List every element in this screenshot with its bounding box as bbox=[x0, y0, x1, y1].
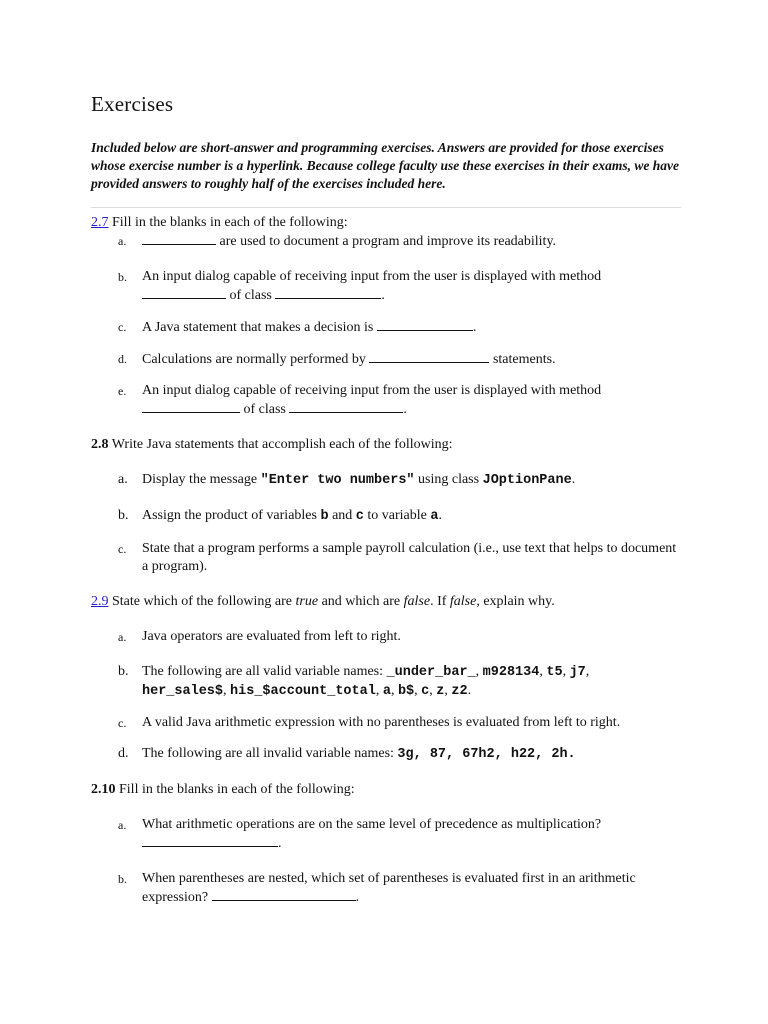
question-2-9-items bbox=[91, 628, 681, 764]
question-2-8-item-b: b. Assign the product of variables b and c to variable a. bbox=[118, 508, 442, 524]
question-2-9-item-d: d. The following are all invalid variable names: 3g, 87, 67h2, h22, 2h. bbox=[118, 746, 576, 762]
question-2-7-item-c: c. A Java statement that makes a decision is . bbox=[118, 320, 477, 335]
question-2-7: 2.7 Fill in the blanks in each of the following: bbox=[91, 215, 348, 230]
answer-blank bbox=[142, 834, 278, 847]
question-2-9-item-b: b. The following are all valid variable names: _under_bar_, m928134, t5, j7, her_sales$, his_$account_total, a, b$, c, z, z2. bbox=[118, 664, 590, 699]
page-title: Exercises bbox=[91, 92, 174, 116]
question-2-7-item-d: d. Calculations are normally performed by statements. bbox=[118, 352, 556, 367]
answer-blank bbox=[142, 232, 216, 245]
answer-blank bbox=[369, 350, 489, 363]
answer-blank bbox=[142, 400, 240, 413]
question-2-8: 2.8 Write Java statements that accomplish each of the following: bbox=[91, 437, 453, 452]
answer-blank bbox=[142, 286, 226, 299]
divider bbox=[91, 207, 681, 208]
answer-blank bbox=[289, 400, 403, 413]
question-2-8-items bbox=[91, 471, 681, 576]
intro-paragraph: Included below are short-answer and programming exercises. Answers are provided for those exercises whose exercise number is a hyperlink. Because college faculty use these exercises in their exams, we have provided answers to roughly half of the exercises included here. bbox=[91, 140, 679, 191]
question-2-8-item-c: c. State that a program performs a sample payroll calculation (i.e., use text that helps to document a program). bbox=[118, 541, 677, 574]
question-2-10-item-b: b. When parentheses are nested, which set of parentheses is evaluated first in an arithmetic expression? . bbox=[118, 871, 636, 905]
question-2-10-items bbox=[91, 816, 681, 907]
question-2-7-link[interactable]: 2.7 bbox=[91, 215, 109, 230]
question-2-9-item-a: a. Java operators are evaluated from left to right. bbox=[118, 629, 401, 644]
answer-blank bbox=[212, 888, 356, 901]
question-2-8-item-a: a. Display the message "Enter two numbers" using class JOptionPane. bbox=[118, 472, 576, 488]
question-2-10-item-a: a. What arithmetic operations are on the same level of precedence as multiplication? . bbox=[118, 817, 602, 851]
question-2-10: 2.10 Fill in the blanks in each of the following: bbox=[91, 782, 355, 797]
question-2-7-item-a: a. are used to document a program and improve its readability. bbox=[118, 234, 557, 249]
question-2-9-link[interactable]: 2.9 bbox=[91, 594, 109, 609]
question-2-9: 2.9 State which of the following are true and which are false. If false, explain why. bbox=[91, 594, 555, 609]
exercises-page bbox=[91, 92, 681, 907]
question-2-9-item-c: c. A valid Java arithmetic expression with no parentheses is evaluated from left to right. bbox=[118, 715, 621, 730]
question-2-7-item-e: e. An input dialog capable of receiving input from the user is displayed with method of class . bbox=[118, 383, 602, 417]
question-2-7-items bbox=[91, 232, 681, 419]
answer-blank bbox=[377, 318, 473, 331]
question-2-7-item-b: b. An input dialog capable of receiving input from the user is displayed with method of class . bbox=[118, 269, 602, 303]
answer-blank bbox=[275, 286, 381, 299]
